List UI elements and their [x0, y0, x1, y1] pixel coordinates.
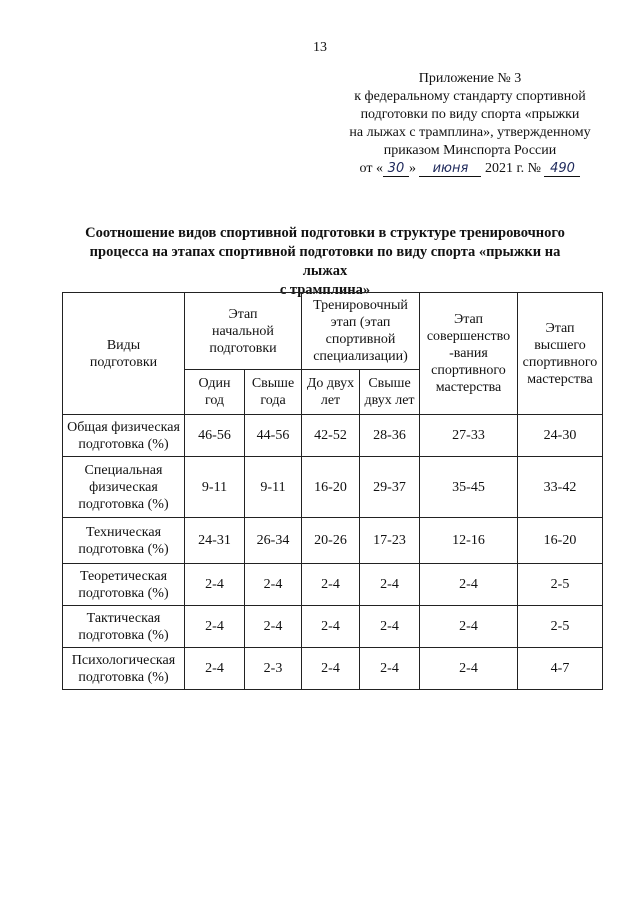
header-text: двух лет — [364, 393, 415, 408]
table-row — [63, 518, 603, 564]
header-text: Этап — [228, 306, 258, 322]
subheader-cell — [245, 370, 302, 415]
value-cell: 17-23 — [360, 518, 420, 564]
document-title — [70, 224, 580, 300]
value-cell: 2-4 — [302, 606, 360, 648]
row-label: подготовка (%) — [78, 585, 169, 601]
value-cell: 29-37 — [360, 457, 420, 518]
title-line: с трамплина» — [279, 282, 371, 298]
handwritten-month: июня — [419, 162, 481, 177]
row-label: Психологическая — [71, 652, 176, 668]
row-label: Техническая — [85, 524, 162, 540]
value-cell: 44-56 — [245, 415, 302, 457]
header-text: Свыше — [368, 376, 411, 391]
header-text: Виды — [106, 337, 141, 353]
header-text: спортивного — [522, 354, 598, 370]
header-text: Свыше — [251, 376, 295, 391]
date-mid: » — [408, 161, 416, 176]
row-label: подготовка (%) — [78, 541, 169, 557]
header-text: подготовки — [209, 340, 277, 356]
subheader-cell — [302, 370, 360, 415]
row-header — [63, 518, 185, 564]
table-row — [63, 415, 603, 457]
value-cell: 9-11 — [185, 457, 245, 518]
value-cell: 2-5 — [518, 564, 603, 606]
value-cell: 16-20 — [302, 457, 360, 518]
row-label: подготовка (%) — [78, 496, 169, 512]
header-text: -вания — [449, 346, 488, 361]
value-cell: 28-36 — [360, 415, 420, 457]
value-cell: 42-52 — [302, 415, 360, 457]
value-cell: 2-4 — [185, 648, 245, 690]
stage-header-training — [302, 293, 420, 370]
value-cell: 2-5 — [518, 606, 603, 648]
date-prefix: от « — [359, 161, 383, 176]
header-row — [63, 293, 603, 370]
value-cell: 2-4 — [302, 564, 360, 606]
value-cell: 46-56 — [185, 415, 245, 457]
value-cell: 26-34 — [245, 518, 302, 564]
row-label: Тактическая — [86, 610, 161, 626]
value-cell: 2-4 — [245, 564, 302, 606]
appendix-line: Приложение № 3 — [418, 71, 522, 86]
header-text: подготовки — [89, 354, 158, 370]
value-cell: 2-4 — [360, 648, 420, 690]
header-text: Тренировочный — [313, 298, 408, 313]
value-cell: 2-4 — [302, 648, 360, 690]
header-text: мастерства — [527, 371, 593, 387]
stage-header-initial — [185, 293, 302, 370]
header-text: год — [204, 393, 225, 408]
corner-header — [63, 293, 185, 415]
stage-header-high-mastery — [518, 293, 603, 415]
title-line: процесса на этапах спортивной подготовки по виду спорта «прыжки на лыжах — [89, 244, 561, 279]
value-cell: 27-33 — [420, 415, 518, 457]
value-cell: 9-11 — [245, 457, 302, 518]
value-cell: 33-42 — [518, 457, 603, 518]
value-cell: 2-4 — [420, 564, 518, 606]
header-text: начальной — [212, 323, 274, 339]
header-text: специализации) — [313, 349, 408, 364]
header-text: спортивного — [431, 363, 506, 378]
row-label: Специальная — [84, 462, 163, 478]
value-cell: 4-7 — [518, 648, 603, 690]
value-cell: 2-3 — [245, 648, 302, 690]
header-text: лет — [320, 393, 341, 408]
value-cell: 16-20 — [518, 518, 603, 564]
date-year: 2021 г. № — [484, 161, 541, 176]
page-number: 13 — [313, 40, 327, 55]
row-header — [63, 457, 185, 518]
table-row — [63, 564, 603, 606]
row-label: подготовка (%) — [78, 627, 169, 643]
header-text: совершенство — [426, 329, 511, 344]
handwritten-day: 30 — [383, 162, 409, 177]
header-text: этап (этап — [330, 315, 391, 330]
row-header — [63, 606, 185, 648]
value-cell: 2-4 — [420, 606, 518, 648]
row-label: подготовка (%) — [78, 669, 169, 685]
value-cell: 24-30 — [518, 415, 603, 457]
appendix-line: приказом Минспорта России — [383, 143, 557, 158]
value-cell: 2-4 — [360, 564, 420, 606]
value-cell: 2-4 — [360, 606, 420, 648]
appendix-line: на лыжах с трамплина», утвержденному — [349, 125, 591, 140]
table-row — [63, 457, 603, 518]
value-cell: 2-4 — [245, 606, 302, 648]
appendix-line: подготовки по виду спорта «прыжки — [360, 107, 580, 122]
subheader-cell — [185, 370, 245, 415]
table-row — [63, 606, 603, 648]
header-text: мастерства — [435, 380, 502, 395]
value-cell: 2-4 — [185, 564, 245, 606]
stage-header-improvement — [420, 293, 518, 415]
row-label: Общая физическая — [67, 419, 180, 435]
row-header — [63, 648, 185, 690]
title-line: Соотношение видов спортивной подготовки в структуре тренировочного — [85, 225, 565, 241]
row-header — [63, 564, 185, 606]
value-cell: 24-31 — [185, 518, 245, 564]
training-ratio-table — [62, 292, 603, 690]
handwritten-order-number: 490 — [544, 162, 580, 177]
appendix-header — [320, 70, 620, 178]
value-cell: 2-4 — [420, 648, 518, 690]
header-text: спортивной — [325, 332, 396, 347]
header-text: высшего — [534, 337, 586, 353]
value-cell: 20-26 — [302, 518, 360, 564]
order-date-line — [320, 160, 620, 178]
header-text: До двух — [306, 376, 355, 391]
appendix-line: к федеральному стандарту спортивной — [354, 89, 586, 104]
header-text: Этап — [545, 320, 575, 336]
row-header — [63, 415, 185, 457]
header-text: года — [260, 393, 286, 408]
subheader-cell — [360, 370, 420, 415]
value-cell: 2-4 — [185, 606, 245, 648]
row-label: Теоретическая — [79, 568, 168, 584]
table-row — [63, 648, 603, 690]
header-text: Один — [198, 376, 231, 391]
header-text: Этап — [453, 312, 484, 327]
row-label: физическая — [89, 479, 158, 495]
value-cell: 12-16 — [420, 518, 518, 564]
value-cell: 35-45 — [420, 457, 518, 518]
row-label: подготовка (%) — [78, 436, 169, 452]
